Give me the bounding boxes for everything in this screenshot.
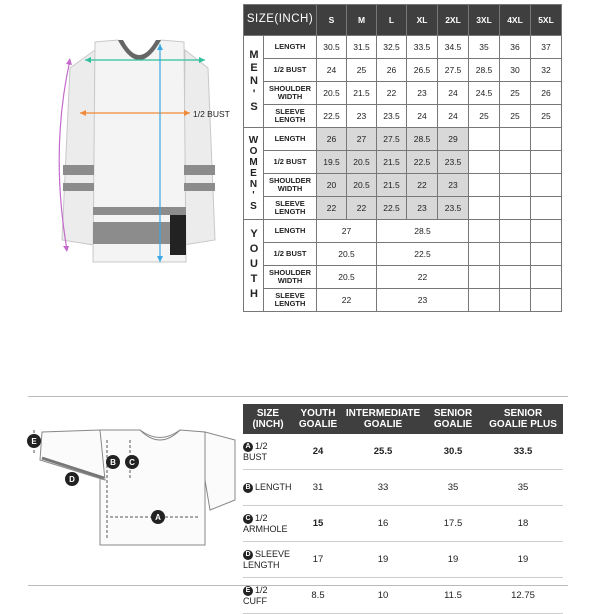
youth-row	[244, 220, 562, 243]
cell: 21.5	[377, 151, 407, 174]
cell: 20	[317, 174, 347, 197]
women-group-label: WOMEN'S	[244, 128, 264, 220]
cell: 35	[423, 470, 483, 506]
cell: 19	[483, 542, 563, 578]
cell: 22.5	[377, 243, 469, 266]
diagram-badge-b	[106, 455, 120, 469]
cell: 20.5	[317, 243, 377, 266]
cell: 19	[423, 542, 483, 578]
youth-row	[244, 289, 562, 312]
size-header: L	[377, 5, 407, 36]
cell: 19	[343, 542, 423, 578]
cell: 34.5	[438, 36, 469, 59]
cell: 26.5	[407, 59, 438, 82]
diagram-badge-a-text: A	[155, 513, 161, 522]
label-text: SLEEVE LENGTH	[243, 549, 291, 570]
cell: 23.5	[438, 197, 469, 220]
row-label: SLEEVE LENGTH	[264, 105, 317, 128]
goalie-header: SENIOR GOALIE PLUS	[483, 404, 563, 434]
cell: 35	[469, 36, 500, 59]
row-label: 1/2 BUST	[264, 151, 317, 174]
empty-cell	[500, 128, 531, 151]
cell: 24	[293, 434, 343, 470]
empty-cell	[500, 266, 531, 289]
jersey-bust-label: 1/2 BUST	[193, 109, 230, 119]
cell: 31	[293, 470, 343, 506]
empty-cell	[531, 128, 562, 151]
size-header: 2XL	[438, 5, 469, 36]
empty-cell	[500, 243, 531, 266]
badge-a: A	[243, 442, 253, 452]
diagram-badge-c-text: C	[129, 458, 135, 467]
men-row	[244, 105, 562, 128]
cell: 28.5	[377, 220, 469, 243]
cell: 15	[293, 506, 343, 542]
cell: 25.5	[343, 434, 423, 470]
row-label: SLEEVE LENGTH	[264, 197, 317, 220]
cell: 37	[531, 36, 562, 59]
empty-cell	[531, 243, 562, 266]
diagram-badge-e	[27, 434, 41, 448]
cell: 22.5	[317, 105, 347, 128]
cell: 27.5	[438, 59, 469, 82]
cell: 35	[483, 470, 563, 506]
cell: 22.5	[407, 151, 438, 174]
women-row	[244, 128, 562, 151]
row-label: LENGTH	[264, 36, 317, 59]
cell: 32	[531, 59, 562, 82]
row-label: 1/2 BUST	[264, 59, 317, 82]
cell: 19.5	[317, 151, 347, 174]
cell: 10	[343, 578, 423, 614]
size-header: 3XL	[469, 5, 500, 36]
cell: 17	[293, 542, 343, 578]
cell: 32.5	[377, 36, 407, 59]
goalie-jersey-diagram	[0, 400, 240, 580]
cell: 23	[407, 197, 438, 220]
jersey-illustration	[0, 0, 240, 270]
men-row	[244, 59, 562, 82]
goalie-header: SIZE (INCH)	[243, 404, 293, 434]
cell: 31.5	[347, 36, 377, 59]
cell: 26	[531, 82, 562, 105]
cell: 21.5	[347, 82, 377, 105]
cell: 12.75	[483, 578, 563, 614]
cell: 28.5	[407, 128, 438, 151]
cell: 25	[500, 82, 531, 105]
row-label: SLEEVE LENGTH	[264, 289, 317, 312]
goalie-row	[243, 434, 563, 470]
cell: 22	[377, 266, 469, 289]
badge-e: E	[243, 586, 253, 596]
cell: 18	[483, 506, 563, 542]
cell: 22	[317, 289, 377, 312]
size-header: XL	[407, 5, 438, 36]
badge-c: C	[243, 514, 253, 524]
goalie-row	[243, 506, 563, 542]
cell: 22	[377, 82, 407, 105]
goalie-row	[243, 578, 563, 614]
cell: 33.5	[407, 36, 438, 59]
goalie-size-table	[243, 404, 563, 614]
cell: 33	[343, 470, 423, 506]
goalie-header: INTERMEDIATE GOALIE	[343, 404, 423, 434]
section-divider	[28, 396, 568, 397]
cell: 23	[347, 105, 377, 128]
cell: 28.5	[469, 59, 500, 82]
diagram-badge-e-text: E	[31, 437, 37, 446]
diagram-badge-c	[125, 455, 139, 469]
cell: 25	[347, 59, 377, 82]
cell: 24	[438, 82, 469, 105]
cell: 26	[377, 59, 407, 82]
goalie-header: YOUTH GOALIE	[293, 404, 343, 434]
empty-cell	[531, 266, 562, 289]
empty-cell	[469, 220, 500, 243]
label-text: 1/2 ARMHOLE	[243, 513, 288, 534]
cell: 16	[343, 506, 423, 542]
women-row	[244, 197, 562, 220]
label-text: 1/2 CUFF	[243, 585, 268, 606]
diagram-badge-b-text: B	[110, 458, 116, 467]
row-label: 1/2 BUST	[264, 243, 317, 266]
goalie-header-row	[243, 404, 563, 434]
cell: 17.5	[423, 506, 483, 542]
empty-cell	[500, 197, 531, 220]
goalie-row-label	[243, 542, 293, 578]
empty-cell	[469, 151, 500, 174]
cell: 33.5	[483, 434, 563, 470]
youth-row	[244, 243, 562, 266]
women-row	[244, 151, 562, 174]
empty-cell	[500, 220, 531, 243]
goalie-row-label	[243, 434, 293, 470]
goalie-row-label	[243, 506, 293, 542]
size-corner-header: SIZE(INCH)	[244, 5, 317, 36]
cell: 22	[317, 197, 347, 220]
men-row	[244, 36, 562, 59]
cell: 8.5	[293, 578, 343, 614]
cell: 21.5	[377, 174, 407, 197]
size-header: 5XL	[531, 5, 562, 36]
row-label: SHOULDER WIDTH	[264, 174, 317, 197]
size-header-row	[244, 5, 562, 36]
cell: 24	[438, 105, 469, 128]
goalie-row	[243, 542, 563, 578]
row-label: SHOULDER WIDTH	[264, 266, 317, 289]
goalie-row-label	[243, 470, 293, 506]
cell: 30	[500, 59, 531, 82]
youth-row	[244, 266, 562, 289]
empty-cell	[469, 243, 500, 266]
cell: 23	[407, 82, 438, 105]
size-header: S	[317, 5, 347, 36]
goalie-row	[243, 470, 563, 506]
cell: 20.5	[317, 266, 377, 289]
row-label: SHOULDER WIDTH	[264, 82, 317, 105]
empty-cell	[469, 197, 500, 220]
cell: 24	[407, 105, 438, 128]
goalie-header: SENIOR GOALIE	[423, 404, 483, 434]
cell: 23	[438, 174, 469, 197]
cell: 23.5	[377, 105, 407, 128]
empty-cell	[469, 266, 500, 289]
cell: 36	[500, 36, 531, 59]
cell: 22	[407, 174, 438, 197]
row-label: LENGTH	[264, 128, 317, 151]
cell: 22	[347, 197, 377, 220]
cell: 25	[531, 105, 562, 128]
empty-cell	[531, 220, 562, 243]
cell: 23.5	[438, 151, 469, 174]
cell: 20.5	[347, 151, 377, 174]
cell: 30.5	[317, 36, 347, 59]
cell: 30.5	[423, 434, 483, 470]
cell: 27.5	[377, 128, 407, 151]
cell: 25	[469, 105, 500, 128]
cell: 23	[377, 289, 469, 312]
label-text: 1/2 BUST	[243, 441, 268, 462]
cell: 20.5	[347, 174, 377, 197]
goalie-row-label	[243, 578, 293, 614]
size-header: 4XL	[500, 5, 531, 36]
empty-cell	[469, 174, 500, 197]
empty-cell	[531, 151, 562, 174]
empty-cell	[500, 289, 531, 312]
youth-group-label: YOUTH	[244, 220, 264, 312]
empty-cell	[500, 151, 531, 174]
empty-cell	[500, 174, 531, 197]
empty-cell	[531, 289, 562, 312]
badge-d: D	[243, 550, 253, 560]
cell: 24	[317, 59, 347, 82]
cell: 20.5	[317, 82, 347, 105]
row-label: LENGTH	[264, 220, 317, 243]
cell: 27	[347, 128, 377, 151]
diagram-badge-a	[151, 510, 165, 524]
men-row	[244, 82, 562, 105]
empty-cell	[469, 128, 500, 151]
men-group-label: MEN'S	[244, 36, 264, 128]
cell: 24.5	[469, 82, 500, 105]
diagram-badge-d-text: D	[69, 475, 75, 484]
cell: 25	[500, 105, 531, 128]
size-header: M	[347, 5, 377, 36]
diagram-badge-d	[65, 472, 79, 486]
women-row	[244, 174, 562, 197]
cell: 26	[317, 128, 347, 151]
cell: 11.5	[423, 578, 483, 614]
size-chart-table	[243, 4, 562, 312]
cell: 22.5	[377, 197, 407, 220]
empty-cell	[469, 289, 500, 312]
cell: 27	[317, 220, 377, 243]
empty-cell	[531, 174, 562, 197]
cell: 29	[438, 128, 469, 151]
badge-b: B	[243, 483, 253, 493]
empty-cell	[531, 197, 562, 220]
label-text: LENGTH	[255, 482, 292, 493]
